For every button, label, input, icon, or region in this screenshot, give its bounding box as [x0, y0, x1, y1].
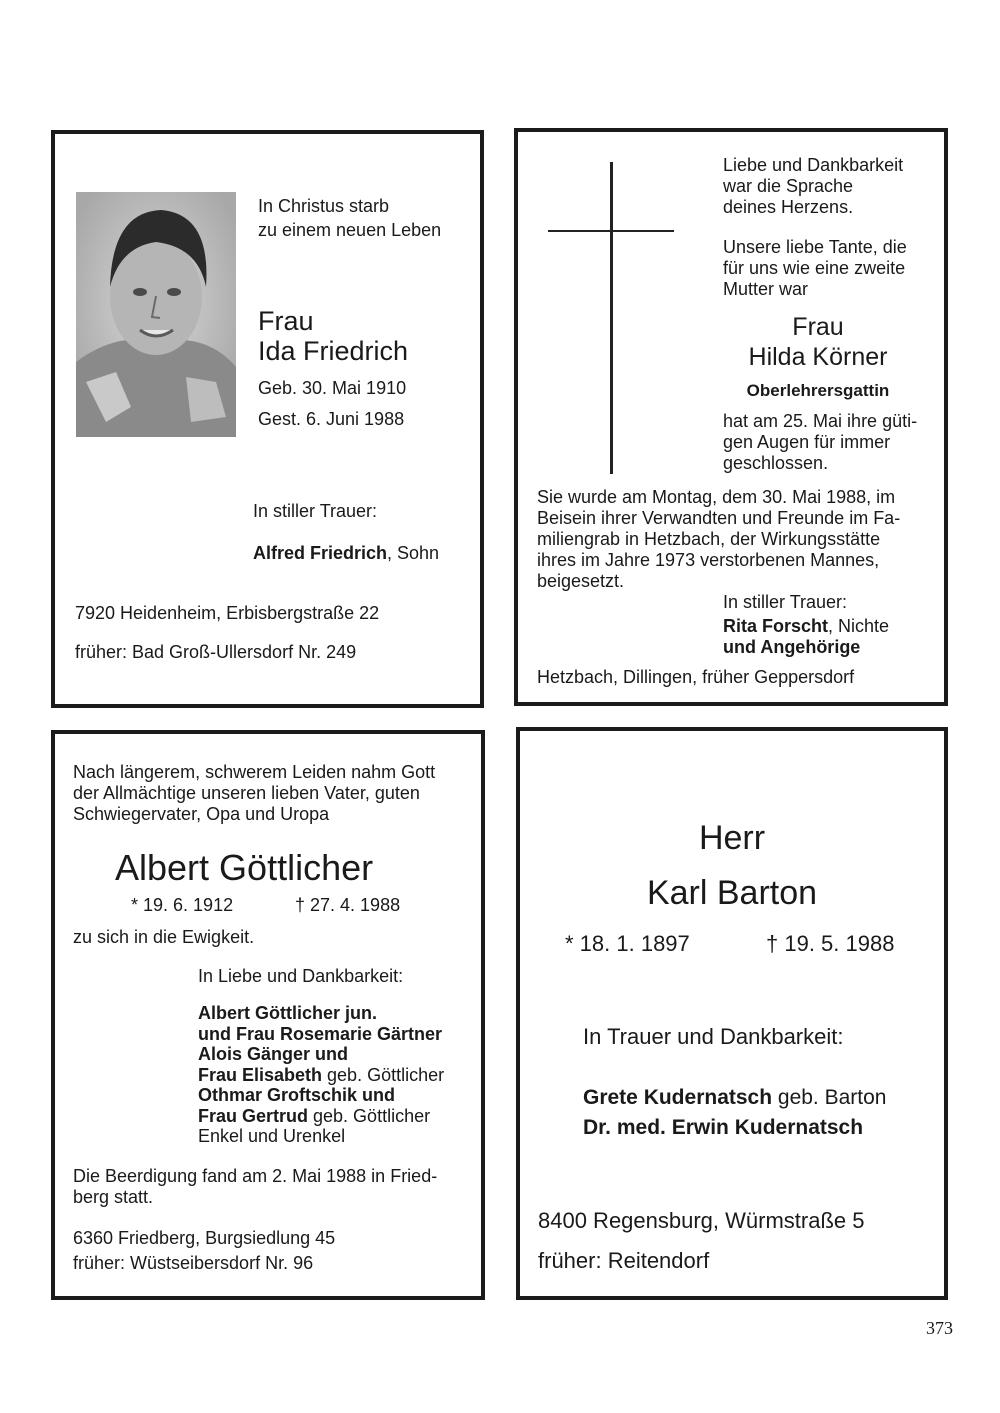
cross-bar — [548, 230, 674, 232]
burial-line: beigesetzt. — [537, 571, 625, 591]
birth-date: * 19. 6. 1912 — [131, 895, 234, 915]
intro-line: Unsere liebe Tante, die — [723, 237, 907, 257]
burial-line: miliengrab in Hetzbach, der Wirkungsstätte — [537, 529, 881, 549]
mourner-relation: geb. Göttlicher — [308, 1105, 431, 1126]
obituary-hilda-koerner — [514, 128, 948, 706]
deceased-name: Albert Göttlicher — [115, 847, 374, 888]
relatives: und Angehörige — [723, 637, 861, 657]
mourner-name: und Frau Rosemarie Gärtner — [198, 1023, 443, 1044]
mourning-heading: In stiller Trauer: — [253, 501, 378, 521]
honorific: Frau — [258, 306, 314, 336]
mourner-line — [198, 1044, 348, 1065]
birth-date: * 18. 1. 1897 — [565, 931, 690, 956]
intro-line: Nach längerem, schwerem Leiden nahm Gott — [73, 762, 436, 782]
mourner-name: Alfred Friedrich — [253, 543, 388, 563]
verse-line: Liebe und Dankbarkeit — [723, 155, 904, 175]
mourner-name: Frau Gertrud — [198, 1105, 309, 1126]
obituary-ida-friedrich — [51, 130, 484, 708]
verse-line: deines Herzens. — [723, 197, 854, 217]
intro-line: für uns wie eine zweite — [723, 258, 906, 278]
mourner-line — [253, 543, 439, 564]
intro-line: Schwiegervater, Opa und Uropa — [73, 804, 330, 824]
mourner-relation: , Nichte — [828, 616, 890, 636]
eternity-line: zu sich in die Ewigkeit. — [73, 927, 255, 947]
mourner-line — [723, 616, 889, 637]
mourner-relation: Enkel und Urenkel — [198, 1126, 346, 1146]
mourner-name: Albert Göttlicher jun. — [198, 1003, 378, 1023]
verse-line: war die Sprache — [723, 176, 854, 196]
closing-line: gen Augen für immer — [723, 432, 891, 452]
intro-line: der Allmächtige unseren lieben Vater, guten — [73, 783, 420, 803]
mourner-name: Grete Kudernatsch — [583, 1086, 773, 1109]
mourning-heading: In Trauer und Dankbarkeit: — [583, 1024, 844, 1049]
mourning-heading: In Liebe und Dankbarkeit: — [198, 966, 404, 986]
burial-line: Sie wurde am Montag, dem 30. Mai 1988, im — [537, 487, 896, 507]
mourner-relation: geb. Göttlicher — [322, 1064, 445, 1085]
death-date: † 27. 4. 1988 — [295, 895, 401, 915]
former-address: früher: Bad Groß-Ullersdorf Nr. 249 — [75, 642, 357, 662]
places: Hetzbach, Dillingen, früher Geppersdorf — [537, 667, 855, 687]
mourner-relation: geb. Barton — [772, 1086, 887, 1109]
page-number: 373 — [926, 1318, 953, 1338]
birth-date: Geb. 30. Mai 1910 — [258, 378, 407, 398]
address: 6360 Friedberg, Burgsiedlung 45 — [73, 1228, 336, 1248]
intro-line-1: In Christus starb — [258, 196, 390, 216]
mourner-line — [198, 1024, 442, 1045]
funeral-line: Die Beerdigung fand am 2. Mai 1988 in Fried- — [73, 1166, 438, 1186]
mourning-heading: In stiller Trauer: — [723, 592, 848, 612]
intro-line: Mutter war — [723, 279, 809, 299]
intro-line-2: zu einem neuen Leben — [258, 220, 442, 240]
mourner-name: Othmar Groftschik und — [198, 1085, 396, 1105]
mourner-name: Dr. med. Erwin Kudernatsch — [583, 1116, 864, 1139]
closing-line: hat am 25. Mai ihre güti- — [723, 411, 918, 431]
mourner-name: Frau Elisabeth — [198, 1064, 323, 1085]
mourner-line — [198, 1106, 430, 1127]
former-address: früher: Reitendorf — [538, 1248, 710, 1273]
funeral-line: berg statt. — [73, 1187, 154, 1207]
mourner-line — [198, 1065, 444, 1086]
mourner-name: Rita Forscht — [723, 616, 829, 636]
cross-icon — [610, 162, 613, 474]
burial-line: ihres im Jahre 1973 verstorbenen Mannes, — [537, 550, 880, 570]
death-date: Gest. 6. Juni 1988 — [258, 409, 405, 429]
address: 7920 Heidenheim, Erbisbergstraße 22 — [75, 603, 380, 623]
mourner-line — [583, 1085, 886, 1111]
closing-line: geschlossen. — [723, 453, 829, 473]
occupation: Oberlehrersgattin — [746, 381, 890, 400]
deceased-name: Ida Friedrich — [258, 336, 409, 366]
deceased-name: Karl Barton — [646, 874, 818, 912]
address: 8400 Regensburg, Würmstraße 5 — [538, 1208, 865, 1233]
former-address: früher: Wüstseibersdorf Nr. 96 — [73, 1253, 314, 1273]
obituary-albert-goettlicher — [51, 730, 485, 1300]
death-date: † 19. 5. 1988 — [766, 931, 895, 956]
honorific: Frau — [792, 313, 844, 341]
mourner-line — [198, 1003, 377, 1024]
mourner-relation: , Sohn — [387, 543, 440, 563]
mourner-name: Alois Gänger und — [198, 1044, 349, 1064]
portrait-photo — [76, 192, 236, 437]
obituary-karl-barton — [516, 727, 948, 1300]
burial-line: Beisein ihrer Verwandten und Freunde im Fa- — [537, 508, 901, 528]
mourner-line — [198, 1126, 345, 1147]
honorific: Herr — [698, 819, 766, 857]
deceased-name: Hilda Körner — [748, 343, 888, 371]
mourner-line — [198, 1085, 395, 1106]
